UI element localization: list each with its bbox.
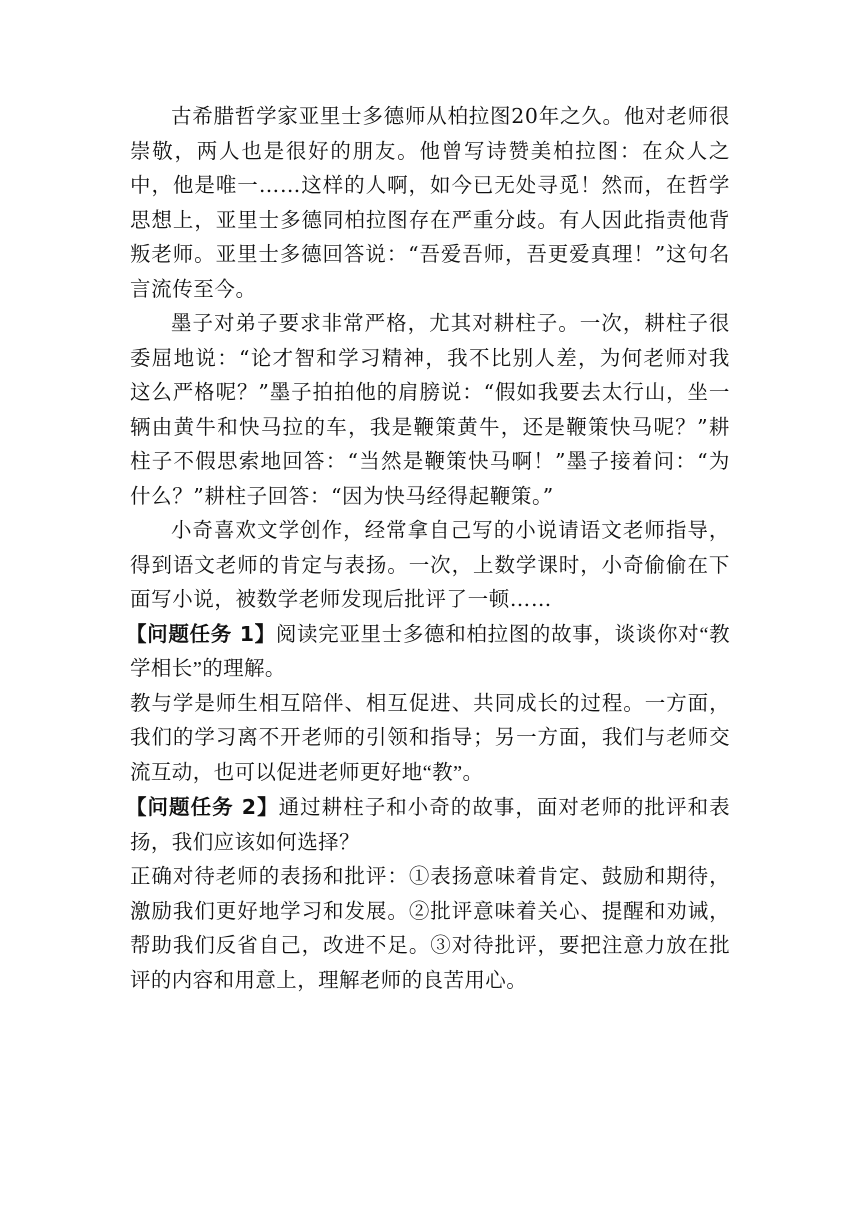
story-mozi-paragraph: 墨子对弟子要求非常严格，尤其对耕柱子。一次，耕柱子很委屈地说：“论才智和学习精神，我不比别人差，为何老师对我这么严格呢？”墨子拍拍他的肩膀说：“假如我要去太行山，坐一辆由黄牛和快马拉的车，我是鞭策黄牛，还是鞭策快马呢？”耕柱子不假思索地回答：“当然是鞭策快马啊！”墨子接着问：“为什么？”耕柱子回答：“因为快马经得起鞭策。” <box>130 311 730 508</box>
task-2-answer: 正确对待老师的表扬和批评：①表扬意味着肯定、鼓励和期待，激励我们更好地学习和发展。②批评意味着关心、提醒和劝诫，帮助我们反省自己，改进不足。③对待批评，要把注意力放在批评的内容和用意上，理解老师的良苦用心。 <box>130 866 730 992</box>
task-1-question <box>126 617 730 687</box>
task-2-question <box>126 790 730 860</box>
story-aristotle-paragraph: 古希腊哲学家亚里士多德师从柏拉图20年之久。他对老师很崇敬，两人也是很好的朋友。他曾写诗赞美柏拉图：在众人之中，他是唯一……这样的人啊，如今已无处寻觅！然而，在哲学思想上，亚里士多德同柏拉图存在严重分歧。有人因此指责他背叛老师。亚里士多德回答说：“吾爱吾师，吾更爱真理！”这句名言流传至今。 <box>130 104 730 301</box>
task-2-label: 【问题任务 2】 <box>126 795 279 819</box>
document-body <box>126 99 730 998</box>
task-2-question-text: 通过耕柱子和小奇的故事，面对老师的批评和表扬，我们应该如何选择？ <box>130 797 730 854</box>
task-1-answer: 教与学是师生相互陪伴、相互促进、共同成长的过程。一方面，我们的学习离不开老师的引领和指导；另一方面，我们与老师交流互动，也可以促进老师更好地“教”。 <box>130 692 730 784</box>
task-1-label: 【问题任务 1】 <box>126 621 276 646</box>
story-xiaoqi-paragraph: 小奇喜欢文学创作，经常拿自己写的小说请语文老师指导，得到语文老师的肯定与表扬。一次，上数学课时，小奇偷偷在下面写小说，被数学老师发现后批评了一顿…… <box>130 518 730 611</box>
task-1-question-text: 阅读完亚里士多德和柏拉图的故事，谈谈你对“教学相长”的理解。 <box>130 623 730 680</box>
